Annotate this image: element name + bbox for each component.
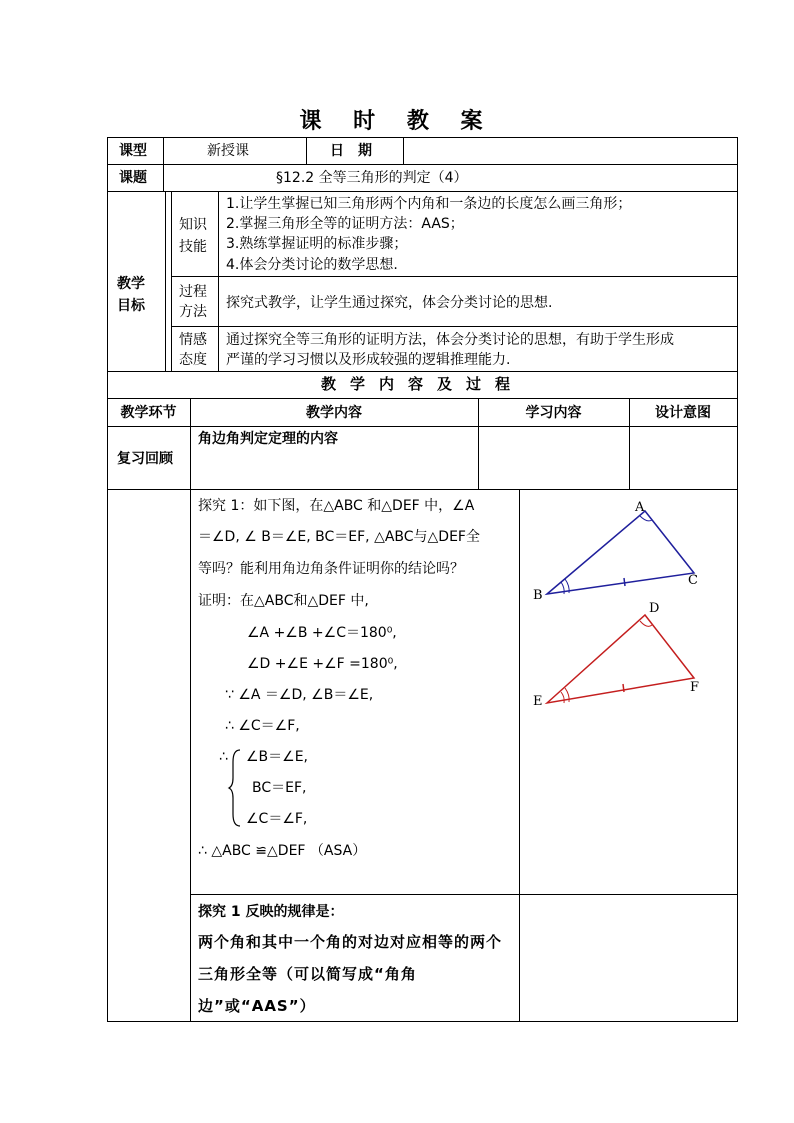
topic-value: §12.2 全等三角形的判定（4） [276, 170, 468, 186]
proof-step: ∠A +∠B +∠C＝180⁰, [247, 625, 397, 641]
column-header: 教学环节 [120, 405, 177, 421]
topic-label: 课题 [119, 170, 147, 186]
vertex-label-d: D [649, 601, 660, 616]
vertex-label-c: C [688, 573, 698, 588]
vertex-label-e: E [533, 694, 543, 709]
date-label: 日 期 [330, 143, 372, 159]
conclusion-heading: 探究 1 反映的规律是： [198, 904, 344, 920]
brace-icon [228, 748, 242, 828]
knowledge-item: 2.掌握三角形全等的证明方法：AAS； [226, 216, 464, 232]
knowledge-item: 3.熟练掌握证明的标准步骤； [226, 236, 408, 252]
attitude-line: 严谨的学习习惯以及形成较强的逻辑推理能力. [226, 352, 511, 368]
explore-line: 探究 1：如下图，在△ABC 和△DEF 中，∠A [198, 498, 475, 514]
column-header: 学习内容 [525, 405, 582, 421]
proof-step: ∴ ∠C＝∠F, [225, 718, 300, 734]
knowledge-item: 4.体会分类讨论的数学思想. [226, 257, 398, 273]
attitude-label: 情感态度 [179, 332, 207, 368]
triangle-def [547, 615, 694, 703]
page-title: 课 时 教 案 [299, 108, 495, 134]
knowledge-label: 知识技能 [179, 217, 207, 255]
explore-line: 等吗？能利用角边角条件证明你的结论吗？ [198, 561, 464, 577]
triangles-figure [519, 489, 737, 894]
process-text: 探究式教学，让学生通过探究，体会分类讨论的思想. [226, 295, 553, 311]
type-value: 新授课 [207, 143, 249, 159]
explore-line: ＝∠D, ∠ B＝∠E, BC＝EF, △ABC与△DEF全 [198, 529, 480, 545]
objectives-label: 教学目标 [117, 276, 145, 314]
therefore-symbol: ∴ [219, 749, 228, 765]
knowledge-item: 1.让学生掌握已知三角形两个内角和一条边的长度怎么画三角形； [226, 196, 632, 212]
proof-intro: 证明：在△ABC和△DEF 中, [198, 593, 369, 609]
proof-conclusion: ∴ △ABC ≌△DEF （ASA） [198, 843, 367, 859]
proof-step: ∠D +∠E +∠F =180⁰, [247, 656, 398, 672]
type-label: 课型 [119, 143, 147, 159]
vertex-label-f: F [690, 680, 700, 695]
vertex-label-b: B [533, 588, 543, 603]
process-label: 过程方法 [179, 284, 207, 320]
vertex-label-a: A [635, 500, 645, 515]
review-label: 复习回顾 [117, 451, 173, 467]
section-title: 教学内容及过程 [320, 375, 524, 393]
conclusion-text: 两个角和其中一个角的对边对应相等的两个三角形全等（可以简写成“角角边”或“AAS”） [198, 933, 503, 1015]
column-header: 教学内容 [306, 405, 362, 421]
proof-step: ∠B＝∠E, [246, 749, 309, 765]
column-header: 设计意图 [655, 405, 711, 421]
review-content: 角边角判定定理的内容 [198, 431, 338, 447]
attitude-line: 通过探究全等三角形的证明方法，体会分类讨论的思想，有助于学生形成 [226, 332, 674, 348]
proof-step: ∵ ∠A ＝∠D, ∠B＝∠E, [225, 687, 374, 703]
proof-step: ∠C＝∠F, [246, 811, 308, 827]
triangle-abc [547, 511, 694, 594]
proof-step: BC＝EF, [252, 780, 307, 796]
